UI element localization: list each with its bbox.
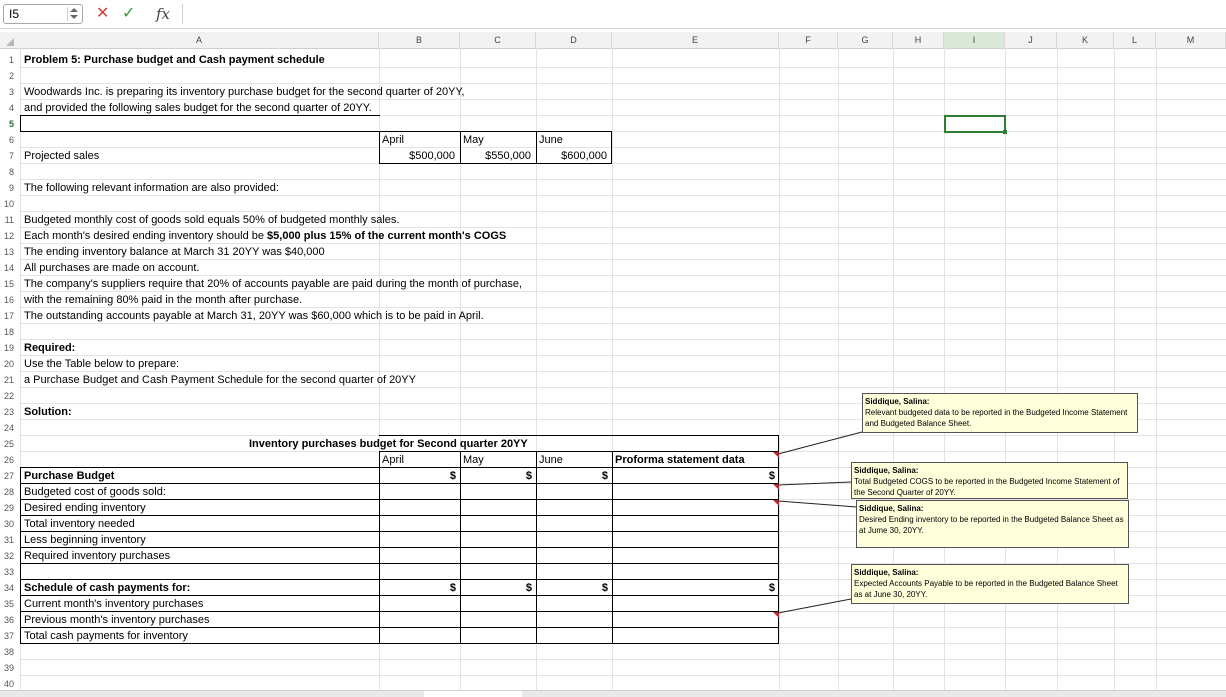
column-header-f[interactable]: F bbox=[779, 32, 838, 48]
sales-value-april[interactable]: $500,000 bbox=[409, 150, 455, 162]
budget-header-april[interactable]: April bbox=[382, 454, 405, 466]
cell-a17[interactable]: The outstanding accounts payable at March 31, 20YY was $60,000 which is to be paid in April. bbox=[24, 310, 484, 322]
row-total-inventory-needed[interactable]: Total inventory needed bbox=[24, 518, 135, 530]
comment-text: Expected Accounts Payable to be reported in the Budgeted Balance Sheet as at June 30, 20YY. bbox=[854, 579, 1118, 599]
row-purchase-budget[interactable]: Purchase Budget bbox=[24, 470, 115, 482]
column-header-e[interactable]: E bbox=[612, 32, 779, 48]
sales-value-may[interactable]: $550,000 bbox=[485, 150, 531, 162]
column-header-l[interactable]: L bbox=[1114, 32, 1156, 48]
row-required-inventory-purchases[interactable]: Required inventory purchases bbox=[24, 550, 171, 562]
row-header-14[interactable]: 14 bbox=[3, 263, 14, 273]
row-header-23[interactable]: 23 bbox=[3, 407, 14, 417]
sales-value-june[interactable]: $600,000 bbox=[561, 150, 607, 162]
row-header-17[interactable]: 17 bbox=[3, 311, 14, 321]
row-header-8[interactable]: 8 bbox=[8, 167, 14, 177]
row-header-4[interactable]: 4 bbox=[8, 103, 14, 113]
row-header-26[interactable]: 26 bbox=[3, 455, 14, 465]
row-header-3[interactable]: 3 bbox=[8, 87, 14, 97]
cell-a7-projected-sales[interactable]: Projected sales bbox=[24, 150, 100, 162]
row-header-32[interactable]: 32 bbox=[3, 551, 14, 561]
row-header-19[interactable]: 19 bbox=[3, 343, 14, 353]
comment-text: Total Budgeted COGS to be reported in the Budgeted Income Statement of the Second Quarter of 20YY. bbox=[854, 477, 1120, 497]
row-less-beginning-inventory[interactable]: Less beginning inventory bbox=[24, 534, 146, 546]
budget-header-proforma[interactable]: Proforma statement data bbox=[615, 454, 745, 466]
comment-author: Siddique, Salina: bbox=[854, 466, 919, 475]
row-header-36[interactable]: 36 bbox=[3, 615, 14, 625]
cell-a14[interactable]: All purchases are made on account. bbox=[24, 262, 200, 274]
row-header-20[interactable]: 20 bbox=[3, 359, 14, 369]
comment-total-cogs[interactable] bbox=[851, 462, 1128, 499]
column-header-k[interactable]: K bbox=[1057, 32, 1114, 48]
row-previous-month-purchases[interactable]: Previous month's inventory purchases bbox=[24, 614, 210, 626]
column-header-j[interactable]: J bbox=[1005, 32, 1057, 48]
enter-icon[interactable]: ✓ bbox=[122, 5, 136, 22]
sales-header-april[interactable]: April bbox=[382, 134, 405, 146]
row-header-27[interactable]: 27 bbox=[3, 471, 14, 481]
sheet-tab[interactable] bbox=[424, 691, 522, 697]
column-header-m[interactable]: M bbox=[1156, 32, 1226, 48]
row-header-28[interactable]: 28 bbox=[3, 487, 14, 497]
dollar-d34[interactable]: $ bbox=[601, 582, 608, 594]
sales-header-may[interactable]: May bbox=[463, 134, 484, 146]
cell-a21[interactable]: a Purchase Budget and Cash Payment Schedule for the second quarter of 20YY bbox=[24, 374, 416, 386]
row-current-month-purchases[interactable]: Current month's inventory purchases bbox=[24, 598, 204, 610]
cell-a12-bold: $5,000 plus 15% of the current month's COGS bbox=[267, 230, 507, 242]
row-header-34[interactable]: 34 bbox=[3, 583, 14, 593]
column-header-i[interactable]: I bbox=[944, 32, 1005, 48]
row-header-16[interactable]: 16 bbox=[3, 295, 14, 305]
comment-desired-ending-inventory[interactable] bbox=[856, 500, 1129, 548]
row-header-22[interactable]: 22 bbox=[3, 391, 14, 401]
row-header-25[interactable]: 25 bbox=[3, 439, 14, 449]
row-header-9[interactable]: 9 bbox=[8, 183, 14, 193]
comment-author: Siddique, Salina: bbox=[865, 397, 930, 406]
cell-a19-required[interactable]: Required: bbox=[24, 342, 76, 354]
sheet-tab-bar bbox=[0, 690, 1226, 697]
dollar-b27[interactable]: $ bbox=[449, 470, 456, 482]
cell-a1-title[interactable]: Problem 5: Purchase budget and Cash payment schedule bbox=[24, 54, 325, 66]
cell-a13[interactable]: The ending inventory balance at March 31 20YY was $40,000 bbox=[24, 246, 325, 258]
row-header-30[interactable]: 30 bbox=[3, 519, 14, 529]
column-header-d[interactable]: D bbox=[536, 32, 612, 48]
row-header-1[interactable]: 1 bbox=[8, 55, 14, 65]
row-header-33[interactable]: 33 bbox=[3, 567, 14, 577]
row-header-5[interactable]: 5 bbox=[8, 119, 14, 129]
cell-a9[interactable]: The following relevant information are also provided: bbox=[24, 182, 279, 194]
column-header-c[interactable]: C bbox=[460, 32, 536, 48]
row-header-10[interactable]: 10 bbox=[3, 199, 14, 209]
column-header-g[interactable]: G bbox=[838, 32, 893, 48]
column-header-b[interactable]: B bbox=[379, 32, 460, 48]
sales-header-june[interactable]: June bbox=[539, 134, 563, 146]
name-box-value[interactable]: I5 bbox=[9, 7, 20, 21]
row-header-29[interactable]: 29 bbox=[3, 503, 14, 513]
row-header-24[interactable]: 24 bbox=[3, 423, 14, 433]
cell-a16[interactable]: with the remaining 80% paid in the month after purchase. bbox=[24, 294, 303, 306]
row-header-15[interactable]: 15 bbox=[3, 279, 14, 289]
fill-handle[interactable] bbox=[1003, 130, 1007, 134]
cell-a23-solution[interactable]: Solution: bbox=[24, 406, 72, 418]
cell-a4[interactable]: and provided the following sales budget for the second quarter of 20YY. bbox=[24, 102, 372, 114]
row-header-39[interactable]: 39 bbox=[3, 663, 14, 673]
dollar-d27[interactable]: $ bbox=[601, 470, 608, 482]
selected-cell-i5[interactable] bbox=[944, 115, 1006, 133]
row-header-38[interactable]: 38 bbox=[3, 647, 14, 657]
row-header-6[interactable]: 6 bbox=[8, 135, 14, 145]
cell-a15[interactable]: The company's suppliers require that 20% of accounts payable are paid during the month of purchase, bbox=[24, 278, 523, 290]
row-header-21[interactable]: 21 bbox=[3, 375, 14, 385]
row-header-11[interactable]: 11 bbox=[4, 215, 14, 225]
row-header-18[interactable]: 18 bbox=[3, 327, 14, 337]
row-header-12[interactable]: 12 bbox=[3, 231, 14, 241]
comment-text: Relevant budgeted data to be reported in the Budgeted Income Statement and Budgeted Balance Sheet. bbox=[865, 408, 1128, 428]
cell-a11[interactable]: Budgeted monthly cost of goods sold equals 50% of budgeted monthly sales. bbox=[24, 214, 400, 226]
dollar-c27[interactable]: $ bbox=[525, 470, 532, 482]
cell-a3[interactable]: Woodwards Inc. is preparing its inventory purchase budget for the second quarter of 20YY, bbox=[24, 86, 465, 98]
budget-table-title[interactable]: Inventory purchases budget for Second quarter 20YY bbox=[249, 438, 528, 450]
row-header-7[interactable]: 7 bbox=[8, 151, 14, 161]
name-box[interactable] bbox=[3, 4, 83, 24]
comment-author: Siddique, Salina: bbox=[859, 504, 924, 513]
column-header-h[interactable]: H bbox=[893, 32, 944, 48]
comment-text: Desired Ending inventory to be reported in the Budgeted Balance Sheet as at Jume 30, 20YY. bbox=[859, 515, 1124, 535]
row-total-cash-payments[interactable]: Total cash payments for inventory bbox=[24, 630, 188, 642]
column-header-a[interactable]: A bbox=[20, 32, 379, 48]
formula-bar bbox=[0, 0, 1226, 29]
row-header-13[interactable]: 13 bbox=[3, 247, 14, 257]
row-header-2[interactable]: 2 bbox=[8, 71, 14, 81]
spreadsheet-grid[interactable] bbox=[0, 28, 1226, 697]
budget-header-june[interactable]: June bbox=[539, 454, 563, 466]
row-header-40[interactable]: 40 bbox=[3, 679, 14, 689]
row-desired-ending-inventory[interactable]: Desired ending inventory bbox=[24, 502, 146, 514]
cancel-icon[interactable]: ✕ bbox=[96, 5, 110, 22]
dollar-c34[interactable]: $ bbox=[525, 582, 532, 594]
row-header-37[interactable]: 37 bbox=[3, 631, 14, 641]
insert-function-icon[interactable]: fx bbox=[156, 5, 171, 23]
row-schedule-cash-payments[interactable]: Schedule of cash payments for: bbox=[24, 582, 191, 594]
comment-accounts-payable[interactable] bbox=[851, 564, 1129, 604]
comment-author: Siddique, Salina: bbox=[854, 568, 919, 577]
comment-proforma-data[interactable] bbox=[862, 393, 1138, 433]
budget-header-may[interactable]: May bbox=[463, 454, 484, 466]
name-box-stepper-icon[interactable] bbox=[67, 7, 80, 21]
row-budgeted-cogs[interactable]: Budgeted cost of goods sold: bbox=[24, 486, 166, 498]
dollar-e34[interactable]: $ bbox=[768, 582, 775, 594]
row-header-31[interactable]: 31 bbox=[3, 535, 14, 545]
formula-input[interactable] bbox=[182, 4, 1222, 24]
cell-a20[interactable]: Use the Table below to prepare: bbox=[24, 358, 180, 370]
row-header-35[interactable]: 35 bbox=[3, 599, 14, 609]
dollar-b34[interactable]: $ bbox=[449, 582, 456, 594]
cell-a12-prefix: Each month's desired ending inventory should be bbox=[24, 230, 268, 242]
dollar-e27[interactable]: $ bbox=[768, 470, 775, 482]
